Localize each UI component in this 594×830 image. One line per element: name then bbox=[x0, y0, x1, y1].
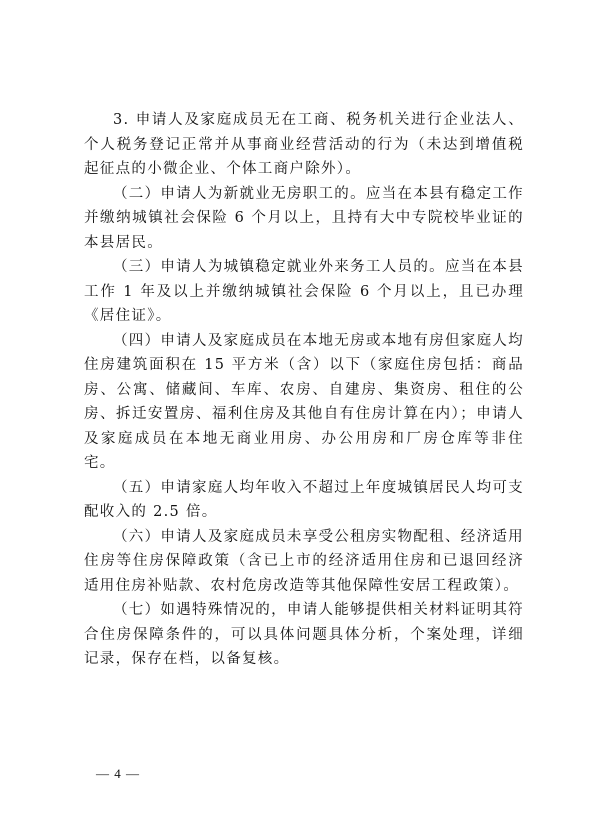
document-body bbox=[84, 108, 524, 672]
paragraph-section-2: （二）申请人为新就业无房职工的。应当在本县有稳定工作并缴纳城镇社会保险 6 个月以上，且持有大中专院校毕业证的本县居民。 bbox=[84, 185, 524, 251]
paragraph-item-3: 3. 申请人及家庭成员无在工商、税务机关进行企业法人、个人税务登记正常并从事商业经营活动的行为（未达到增值税起征点的小微企业、个体工商户除外）。 bbox=[84, 112, 524, 177]
paragraph-section-7: （七）如遇特殊情况的，申请人能够提供相关材料证明其符合住房保障条件的，可以具体问题具体分析，个案处理，详细记录，保存在档，以备复核。 bbox=[84, 602, 524, 667]
paragraph-section-4: （四）申请人及家庭成员在本地无房或本地有房但家庭人均住房建筑面积在 15 平方米（含）以下（家庭住房包括：商品房、公寓、储藏间、车库、农房、自建房、集资房、租住的公房、拆迁安置房、福利住房及其他自有住房计算在内）；申请人及家庭成员在本地无商业用房、办公用房和厂房仓库等非住宅。 bbox=[84, 332, 524, 471]
paragraph-section-3: （三）申请人为城镇稳定就业外来务工人员的。应当在本县工作 1 年及以上并缴纳城镇社会保险 6 个月以上，且已办理《居住证》。 bbox=[84, 259, 524, 324]
page-number: — 4 — bbox=[96, 766, 140, 781]
paragraph-section-5: （五）申请家庭人均年收入不超过上年度城镇居民人均可支配收入的 2.5 倍。 bbox=[84, 479, 524, 520]
paragraph-section-6: （六）申请人及家庭成员未享受公租房实物配租、经济适用住房等住房保障政策（含已上市的经济适用住房和已退回经济适用住房补贴款、农村危房改造等其他保障性安居工程政策）。 bbox=[84, 528, 524, 594]
